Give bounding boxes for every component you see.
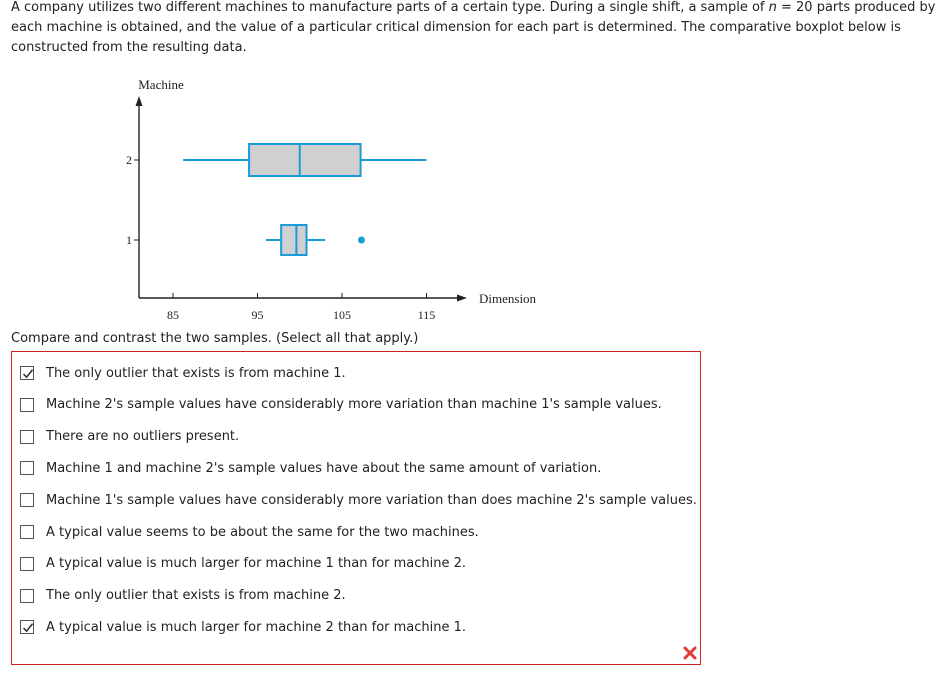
option-label: The only outlier that exists is from machine 1. bbox=[46, 365, 346, 381]
checkmark-icon bbox=[21, 621, 35, 635]
option-label: A typical value seems to be about the same for the two machines. bbox=[46, 524, 479, 540]
option-checkbox[interactable] bbox=[20, 557, 34, 571]
option-checkbox[interactable] bbox=[20, 493, 34, 507]
option-checkbox[interactable] bbox=[20, 620, 34, 634]
comparative-boxplot bbox=[0, 70, 600, 330]
x-axis-title: Dimension bbox=[479, 291, 537, 306]
option-checkbox[interactable] bbox=[20, 525, 34, 539]
y-axis-title: Machine bbox=[138, 77, 184, 92]
option-checkbox[interactable] bbox=[20, 461, 34, 475]
option-row[interactable] bbox=[20, 427, 239, 447]
option-label: There are no outliers present. bbox=[46, 429, 240, 445]
iqr-box bbox=[249, 144, 361, 176]
option-row[interactable] bbox=[20, 490, 697, 510]
option-label: Machine 1's sample values have considerably more variation than does machine 2's sample values. bbox=[46, 492, 697, 508]
intro-variable: n bbox=[768, 0, 777, 15]
y-tick-label: 2 bbox=[126, 153, 132, 167]
iqr-box bbox=[281, 225, 306, 255]
intro-text-1: A company utilizes two different machines to manufacture parts of a certain type. During a single shift, a sample of bbox=[11, 0, 769, 15]
checkmark-icon bbox=[21, 367, 35, 381]
option-checkbox[interactable] bbox=[20, 366, 34, 380]
x-tick-label: 105 bbox=[333, 308, 351, 322]
option-label: A typical value is much larger for machine 1 than for machine 2. bbox=[46, 556, 467, 572]
option-row[interactable] bbox=[20, 363, 346, 383]
option-label: Machine 2's sample values have considerably more variation than machine 1's sample values. bbox=[46, 397, 662, 413]
option-row[interactable] bbox=[20, 458, 601, 478]
option-checkbox[interactable] bbox=[20, 430, 34, 444]
option-row[interactable] bbox=[20, 522, 479, 542]
answer-options-box bbox=[11, 351, 701, 665]
option-row[interactable] bbox=[20, 554, 466, 574]
option-label: The only outlier that exists is from machine 2. bbox=[46, 588, 346, 604]
option-row[interactable] bbox=[20, 586, 346, 606]
x-axis-arrow bbox=[457, 295, 467, 302]
machine-1-boxplot bbox=[266, 225, 365, 255]
option-label: Machine 1 and machine 2's sample values have about the same amount of variation. bbox=[46, 460, 602, 476]
machine-2-boxplot bbox=[183, 144, 426, 176]
outlier-point bbox=[358, 237, 365, 244]
question-intro bbox=[11, 0, 936, 58]
question-prompt: Compare and contrast the two samples. (Select all that apply.) bbox=[11, 331, 419, 346]
x-tick-label: 85 bbox=[167, 308, 179, 322]
option-row[interactable] bbox=[20, 395, 662, 415]
option-checkbox[interactable] bbox=[20, 589, 34, 603]
option-row[interactable] bbox=[20, 617, 466, 637]
option-checkbox[interactable] bbox=[20, 398, 34, 412]
x-tick-label: 115 bbox=[417, 308, 436, 322]
option-label: A typical value is much larger for machine 2 than for machine 1. bbox=[46, 619, 467, 635]
x-tick-label: 95 bbox=[251, 308, 264, 322]
red-x-icon bbox=[683, 646, 697, 660]
y-axis-arrow bbox=[136, 96, 143, 106]
intro-text-2: = 20 parts produced by each machine is obtained, and the value of a particular critical dimension for each part is determined. The comparative boxplot below is constructed from the resulting data. bbox=[11, 0, 936, 55]
y-tick-label: 1 bbox=[126, 233, 132, 247]
